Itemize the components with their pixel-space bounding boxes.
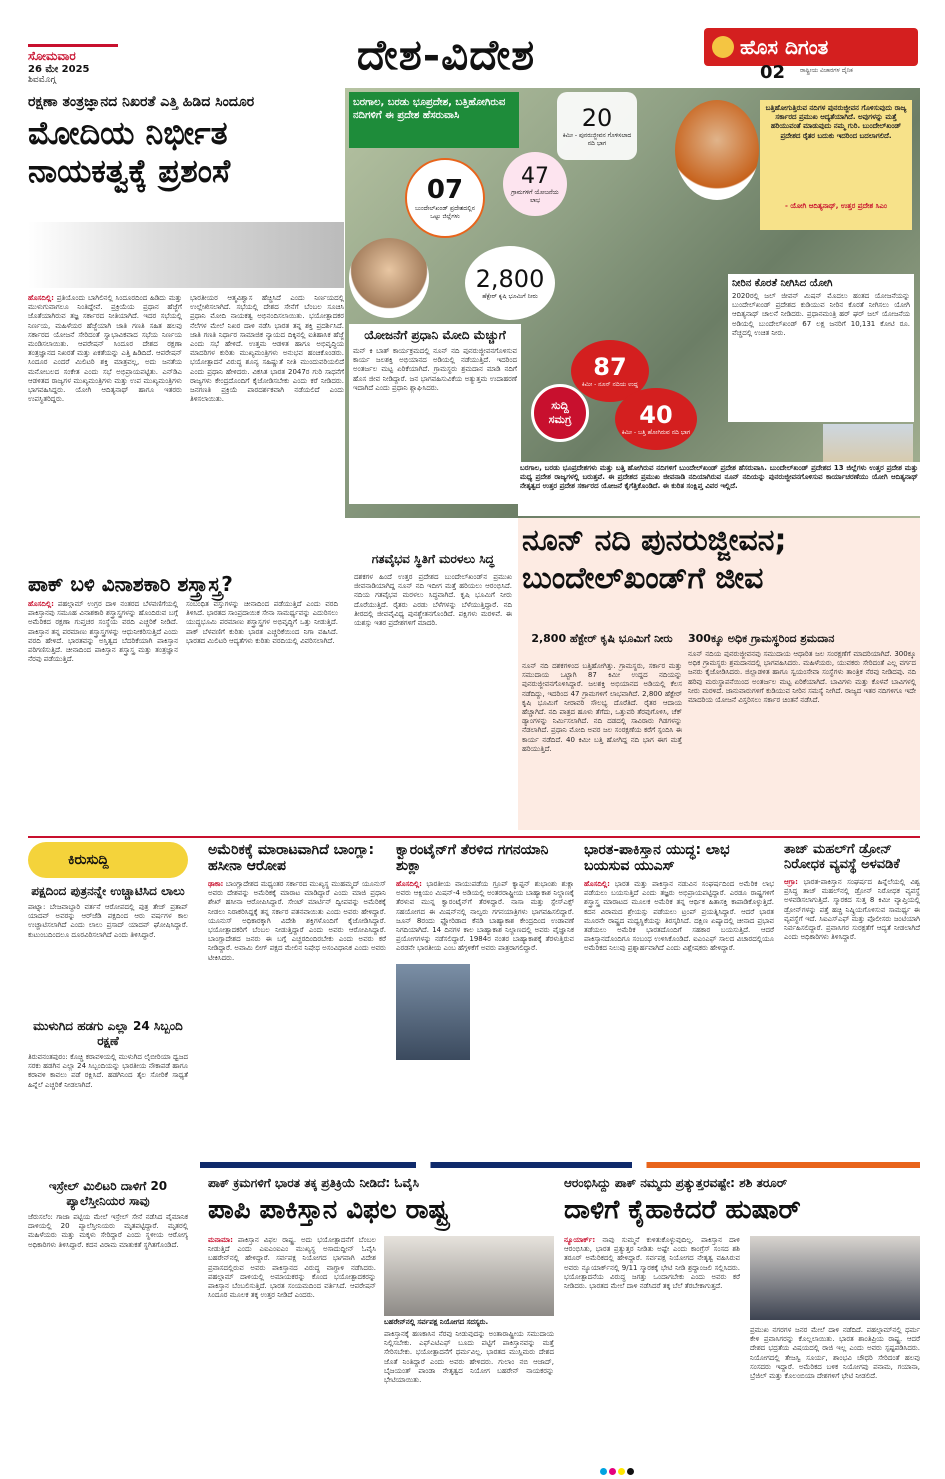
stat-40 [615,388,697,450]
stat-2800 [465,246,555,320]
brief-3-text: ಜೆರುಸಲೆಂ: ಗಾಜಾ ಪಟ್ಟಿಯ ಮೇಲೆ ಇಸ್ರೇಲ್ ಸೇನೆ ನಡೆಸಿದ ವೈಮಾನಿಕ ದಾಳಿಯಲ್ಲಿ 20 ಪ್ಯಾಲೆಸ್ತೀನಿಯರು ಮೃತಪಟ್ಟಿದ್ದಾರೆ. ಮೃತರಲ್ಲಿ ಮಹಿಳೆಯರು ಮತ್ತು ಮಕ್ಕಳು ಸೇರಿದ್ದಾರೆ ಎಂದು ಸ್ಥಳೀಯ ಆರೋಗ್ಯ ಅಧಿಕಾರಿಗಳು ತಿಳಿಸಿದ್ದಾರೆ. ಕದನ ವಿರಾಮ ಮಾತುಕತೆ ಸ್ಥಗಿತಗೊಂಡಿದೆ. [28,1213,188,1249]
stat-07-label: ಬುಂದೇಲ್‌ಖಂಡ್ ಪ್ರದೇಶದಲ್ಲಿನ ಒಟ್ಟು ಜಿಲ್ಲೆಗಳು [415,205,475,220]
pak-body-1: ಪಹಲ್ಗಾಮ್ ಉಗ್ರರ ದಾಳಿ ನಂತರದ ಬೆಳವಣಿಗೆಯಲ್ಲಿ ಪಾಕಿಸ್ತಾನವು ಸಮೂಹ ವಿನಾಶಕಾರಿ ಶಸ್ತ್ರಾಸ್ತ್ರಗಳನ್ನು ಹೊಂದಿರುವ ಬಗ್ಗೆ ಅಮೆರಿಕದ ರಕ್ಷಣಾ ಗುಪ್ತಚರ ಸಂಸ್ಥೆಯ ವರದಿ ಎಚ್ಚರಿಕೆ ನೀಡಿದೆ. ಪಾಕಿಸ್ತಾನ ತನ್ನ ಪರಮಾಣು ಶಸ್ತ್ರಾಸ್ತ್ರಗಳನ್ನು ಆಧುನೀಕರಿಸುತ್ತಿದೆ ಎಂದು ವರದಿ ಹೇಳಿದೆ. ಭಾರತವನ್ನು ಅಸ್ತಿತ್ವದ ಬೆದರಿಕೆಯಾಗಿ ಪಾಕಿಸ್ತಾನ ಪರಿಗಣಿಸುತ್ತಿದೆ. ಚೀನಾದಿಂದ ಪಾಕಿಸ್ತಾನ ಶಸ್ತ್ರಾಸ್ತ್ರ ಮತ್ತು ತಂತ್ರಜ್ಞಾನ ನೆರವು ಪಡೆಯುತ್ತಿದೆ. [28,600,178,664]
tagline: ರಾಷ್ಟ್ರೀಯ ವಿಚಾರಗಳ ದೈನಿಕ [800,67,853,74]
dateline: ಹೊಸದಿಲ್ಲಿ: [28,600,54,608]
dateline: ಹೊಸದಿಲ್ಲಿ: [28,294,54,302]
stat-40-value: 40 [639,401,673,429]
yogi-box-title: ನೀರಿನ ಕೊರತೆ ನೀಗಿಸಿದ ಯೋಗಿ [732,278,833,289]
badge-line-1: ಸುದ್ದಿ [551,399,569,412]
paper-logo [704,28,918,66]
modi-portrait [349,238,429,318]
yogi-box-text: 2020ರಲ್ಲಿ ಜಲ್ ಜೀವನ್ ಮಿಷನ್ ಮೊದಲು ಹಂತದ ಯೋಜನೆಯನ್ನು ಬುಂದೇಲ್‌ಖಂಡ್ ಪ್ರದೇಶದ ಕುಡಿಯುವ ನೀರಿನ ಕೊರತೆ ನೀಗಿಸಲು ಯೋಗಿ ಆದಿತ್ಯನಾಥ್ ಚಾಲನೆ ನೀಡಿದರು. ಪ್ರಧಾನಮಂತ್ರಿ ಹರ್ ಘರ್ ಜಲ್ ಯೋಜನೆಯ ಅಡಿಯಲ್ಲಿ ಬುಂದೇಲ್‌ಖಂಡ್ 67 ಲಕ್ಷ ಜನರಿಗೆ 10,131 ಕೋಟಿ ರೂ. ವೆಚ್ಚದಲ್ಲಿ ಉಚಿತ ನೀರು. [732,292,910,337]
dateline: ಹೊಸದಿಲ್ಲಿ: [396,880,422,888]
caption-text: ಬರಗಾಲ, ಬರಡು ಭೂಪ್ರದೇಶಗಳು ಮತ್ತು ಬತ್ತಿ ಹೋಗಿರುವ ನದಿಗಳಿಗೆ ಬುಂದೇಲ್‌ಖಂಡ್ ಪ್ರದೇಶ ಹೆಸರುವಾಸಿ. ಬುಂದೇಲ್‌ಖಂಡ್ ಪ್ರದೇಶದ 13 ಜಿಲ್ಲೆಗಳು ಉತ್ತರ ಪ್ರದೇಶ ಮತ್ತು ಮಧ್ಯ ಪ್ರದೇಶ ರಾಜ್ಯಗಳಲ್ಲಿ ಬರುತ್ತವೆ. ಈ ಪ್ರದೇಶದ ಪ್ರಮುಖ ಜೀವನಾಡಿ ನದಿಯಾಗಿರುವ ನೂನ್ ನದಿಯನ್ನು ಪುನರುಜ್ಜೀವನಗೊಳಿಸುವ ಕಾರ್ಯಾಚರಣೆಯು ಯೋಗಿ ಆದಿತ್ಯನಾಥ್ ನೇತೃತ್ವದ ಉತ್ತರ ಪ್ರದೇಶ ಸರ್ಕಾರದ ಯೋಜನೆ ಕೈಗೆತ್ತಿಕೊಂಡಿದೆ. ಈ ಕುರಿತ ಸಂಕ್ಷಿಪ್ತ ವಿವರ ಇಲ್ಲಿದೆ. [520,464,918,491]
owaisi-headline: ಪಾಪಿ ಪಾಕಿಸ್ತಾನ ವಿಫಲ ರಾಷ್ಟ್ರ [208,1195,449,1225]
tajmahal-body [784,878,920,1128]
hasina-headline: ಅಮೆರಿಕಕ್ಕೆ ಮಾರಾಟವಾಗಿದೆ ಬಾಂಗ್ಲಾ: ಹಸೀನಾ ಆರೋಪ [208,842,375,874]
yogi-quote: ಬತ್ತಿಹೋಗುತ್ತಿರುವ ನದಿಗಳ ಪುನರುಜ್ಜೀವನ ಗೊಳಿಸುವುದು ರಾಜ್ಯ ಸರ್ಕಾರದ ಪ್ರಮುಖ ಆದ್ಯತೆಯಾಗಿದೆ. ಅವುಗಳನ್ನು ಮತ್ತೆ ಹರಿಯುವಂತೆ ಮಾಡುವುದು ನಮ್ಮ ಗುರಿ. ಬುಂದೇಲ್‌ಖಂಡ್ ಪ್ರದೇಶದ ರೈತರ ಬದುಕು ಇದರಿಂದ ಬದಲಾಗಲಿದೆ. [765,104,907,140]
conference-photo [28,222,344,288]
owaisi-body-1: ಪಾಕಿಸ್ತಾನ ವಿಫಲ ರಾಷ್ಟ್ರ. ಅದು ಭಯೋತ್ಪಾದನೆಗೆ ಬೆಂಬಲ ನೀಡುತ್ತಿದೆ ಎಂದು ಎಐಎಂಐಎಂ ಮುಖ್ಯಸ್ಥ ಅಸಾದುದ್ದೀನ್ ಓವೈಸಿ ಬಹರೇನ್‌ನಲ್ಲಿ ಹೇಳಿದ್ದಾರೆ. ಸರ್ವಪಕ್ಷ ನಿಯೋಗದ ಭಾಗವಾಗಿ ವಿದೇಶ ಪ್ರವಾಸದಲ್ಲಿರುವ ಅವರು ಪಾಕಿಸ್ತಾನದ ವಿರುದ್ಧ ವಾಗ್ದಾಳಿ ನಡೆಸಿದರು. ಪಹಲ್ಗಾಮ್ ದಾಳಿಯಲ್ಲಿ ಅಮಾಯಕರನ್ನು ಕೊಂದ ಭಯೋತ್ಪಾದಕರನ್ನು ಪಾಕಿಸ್ತಾನ ಬೆಂಬಲಿಸುತ್ತಿದೆ. ಭಾರತ ಸಂಯಮದಿಂದ ವರ್ತಿಸಿದೆ. ಆಪರೇಷನ್ ಸಿಂದೂರ ಮೂಲಕ ತಕ್ಕ ಉತ್ತರ ನೀಡಿದೆ ಎಂದರು. [208,1236,376,1300]
story-kicker: ರಕ್ಷಣಾ ತಂತ್ರಜ್ಞಾನದ ನಿಖರತೆ ಎತ್ತಿ ಹಿಡಿದ ಸಿಂದೂರ [28,94,255,110]
stat-2800-value: 2,800 [475,265,545,293]
infographic-caption [518,462,920,516]
stat-87-label: ಕಿಮೀ - ನೂನ್ ನದಿಯ ಉದ್ದ [581,381,639,388]
story-body-1: ಪ್ರತಿಯೊಂದು ಬಾಗಿಲಿನಲ್ಲಿ ಸಿಂದೂರದಿಂದ ಹಿಡಿದು ಮತ್ತು ಮುಳುಗುವಾಗಲೂ ನಿಂತಿದ್ದೇವೆ. ಪ್ರಕ್ರಿಯೆಯ ಪ್ರಧಾನ ಹೆಜ್ಜೆಗೆ ಜೊತೆಯಾಗಿರುವ ತಜ್ಞ ಸರ್ಕಾರದ ನೀತಿಯಾಗಿದೆ. ಇದರ ಸಭೆಯಲ್ಲಿ ನಿರ್ಣಯ, ಮಹಿಳೆಯರ ಹೆಜ್ಜೆಯಾಗಿ ಜಾತಿ ಗಣತಿ ಸಹಿತ ಹಲವು ಸರ್ಕಾರದ ಯೋಜನೆ ಸೇರಿದಂತೆ ಸ್ವಾಭಾವಿಕವಾದ ಸಭೆಯ ನಿರ್ಣಯ ಮಂಡಿಸಲಾಯಿತು. ಆಪರೇಷನ್ ಸಿಂದೂರ ದೇಶದ ರಕ್ಷಣಾ ತಂತ್ರಜ್ಞಾನದ ನಿಖರತೆ ಮತ್ತು ಏಕತೆಯನ್ನು ಎತ್ತಿ ಹಿಡಿದಿದೆ. ಆಪರೇಷನ್ ಸಿಂದೂರ ಎಂದರೆ ಮಿಲಿಟರಿ ಶಕ್ತಿ ಮಾತ್ರವಲ್ಲ, ಅದು ಜನತೆಯ ಮನೋಬಲದ ಸಂಕೇತ ಎಂದು ಸಭೆ ಅಭಿಪ್ರಾಯಪಟ್ಟಿತು. ಎನ್‌ಡಿಎ ಆಡಳಿತದ ರಾಜ್ಯಗಳ ಮುಖ್ಯಮಂತ್ರಿಗಳು ಮತ್ತು ಉಪ ಮುಖ್ಯಮಂತ್ರಿಗಳು ಭಾಗವಹಿಸಿದ್ದರು. ಯೋಗಿ ಆದಿತ್ಯನಾಥ್ ಹಾಗೂ ಇತರರು ಉಪಸ್ಥಿತರಿದ್ದರು. [28,294,182,404]
usa-war-text: ಭಾರತ ಮತ್ತು ಪಾಕಿಸ್ತಾನ ನಡುವಿನ ಸಂಘರ್ಷದಿಂದ ಅಮೆರಿಕ ಲಾಭ ಪಡೆಯಲು ಬಯಸುತ್ತಿದೆ ಎಂದು ತಜ್ಞರು ಅಭಿಪ್ರಾಯಪಟ್ಟಿದ್ದಾರೆ. ಎರಡೂ ರಾಷ್ಟ್ರಗಳಿಗೆ ಶಸ್ತ್ರಾಸ್ತ್ರ ಮಾರಾಟದ ಮೂಲಕ ಅಮೆರಿಕ ತನ್ನ ಆರ್ಥಿಕ ಹಿತಾಸಕ್ತಿ ಕಾಪಾಡಿಕೊಳ್ಳುತ್ತಿದೆ. ಕದನ ವಿರಾಮದ ಶ್ರೇಯಸ್ಸು ಪಡೆಯಲು ಟ್ರಂಪ್ ಪ್ರಯತ್ನಿಸಿದ್ದಾರೆ. ಆದರೆ ಭಾರತ ಮೂರನೇ ರಾಷ್ಟ್ರದ ಮಧ್ಯಸ್ಥಿಕೆಯನ್ನು ತಿರಸ್ಕರಿಸಿದೆ. ದಕ್ಷಿಣ ಏಷ್ಯಾದಲ್ಲಿ ಚೀನಾದ ಪ್ರಭಾವ ತಡೆಯಲು ಅಮೆರಿಕ ಭಾರತದೊಂದಿಗೆ ಸಹಕಾರ ಬಯಸುತ್ತಿದೆ. ಆದರೆ ಪಾಕಿಸ್ತಾನದೊಂದಿಗೂ ಸಂಬಂಧ ಉಳಿಸಿಕೊಂಡಿದೆ. ಐಎಂಎಫ್ ಸಾಲದ ವಿಚಾರದಲ್ಲಿಯೂ ಅಮೆರಿಕದ ನಿಲುವು ಪ್ರಶ್ನಾರ್ಹವಾಗಿದೆ ಎಂದು ವಿಶ್ಲೇಷಕರು ಹೇಳಿದ್ದಾರೆ. [584,880,774,953]
stat-20-value: 20 [581,104,613,132]
story-heritage [354,552,512,828]
badge-line-2: ಸಮಗ್ರ [548,413,572,426]
stat-20 [557,92,637,160]
hasina-body [208,880,386,1150]
noon-col-2: ನೂನ್ ನದಿಯ ಪುನರುಜ್ಜೀವನವು ಸಮುದಾಯ ಆಧಾರಿತ ಜಲ ಸಂರಕ್ಷಣೆಗೆ ಮಾದರಿಯಾಗಿದೆ. 300ಕ್ಕೂ ಅಧಿಕ ಗ್ರಾಮಸ್ಥರು ಶ್ರಮದಾನದಲ್ಲಿ ಭಾಗವಹಿಸಿದರು. ಮಹಿಳೆಯರು, ಯುವಕರು ಸೇರಿದಂತೆ ಎಲ್ಲ ವರ್ಗದ ಜನರು ಕೈಜೋಡಿಸಿದರು. ಜಿಲ್ಲಾಡಳಿತ ಹಾಗೂ ಸ್ವಯಂಸೇವಾ ಸಂಸ್ಥೆಗಳು ತಾಂತ್ರಿಕ ನೆರವು ನೀಡಿದವು. ನದಿ ಹರಿವು ಮರುಸ್ಥಾಪನೆಯಿಂದ ಅಂತರ್ಜಲ ಮಟ್ಟ ಏರಿಕೆಯಾಗಿದೆ. ಬಾವಿಗಳು ಮತ್ತು ಕೊಳವೆ ಬಾವಿಗಳಲ್ಲಿ ನೀರು ಮರಳಿದೆ. ಜಾನುವಾರುಗಳಿಗೆ ಕುಡಿಯುವ ನೀರಿನ ಸಮಸ್ಯೆ ನೀಗಿದೆ. ರಾಜ್ಯದ ಇತರ ನದಿಗಳಿಗೂ ಇದೇ ಮಾದರಿಯ ಯೋಜನೆ ವಿಸ್ತರಿಸಲು ಸರ್ಕಾರ ಚಿಂತನೆ ನಡೆಸಿದೆ. [688,650,916,705]
brief-2-text: ತಿರುವನಂತಪುರಂ: ಕೊಚ್ಚಿ ಕರಾವಳಿಯಲ್ಲಿ ಮುಳುಗಿದ ಲೈಬೀರಿಯಾ ಧ್ವಜದ ಸರಕು ಹಡಗಿನ ಎಲ್ಲಾ 24 ಸಿಬ್ಬಂದಿಯನ್ನು ಭಾರತೀಯ ನೌಕಾಪಡೆ ಹಾಗೂ ಕರಾವಳಿ ಕಾವಲು ಪಡೆ ರಕ್ಷಿಸಿದೆ. ಹಡಗಿನಿಂದ ತೈಲ ಸೋರಿಕೆ ಸಾಧ್ಯತೆ ಹಿನ್ನೆಲೆ ಎಚ್ಚರಿಕೆ ನೀಡಲಾಗಿದೆ. [28,1053,188,1089]
dateline: ನ್ಯೂಯಾರ್ಕ್: [564,1236,596,1244]
usa-war-headline: ಭಾರತ-ಪಾಕಿಸ್ತಾನ ಯುದ್ಧ: ಲಾಭ ಬಯಸುವ ಯುಎಸ್ [584,842,730,874]
noon-sub-1: 2,800 ಹೆಕ್ಟೇರ್ ಕೃಷಿ ಭೂಮಿಗೆ ನೀರು [531,632,673,645]
kirusuddi-label: ಕಿರುಸುದ್ದಿ [68,852,109,868]
dateline: ಆಗ್ರಾ: [784,878,798,886]
stat-47-value: 47 [521,163,549,189]
tharoor-col-2: ಪ್ರಮುಖ ನಗರಗಳ ಜನರ ಮೇಲೆ ದಾಳಿ ನಡೆದಿದೆ. ಪಹಲ್ಗಾಮ್‌ನಲ್ಲಿ ಧರ್ಮ ಕೇಳಿ ಪ್ರವಾಸಿಗರನ್ನು ಕೊಲ್ಲಲಾಯಿತು. ಭಾರತ ಶಾಂತಿಪ್ರಿಯ ರಾಷ್ಟ್ರ. ಆದರೆ ದೇಶದ ಭದ್ರತೆಯ ವಿಷಯದಲ್ಲಿ ರಾಜಿ ಇಲ್ಲ ಎಂದು ಅವರು ಸ್ಪಷ್ಟಪಡಿಸಿದರು. ನಿಯೋಗದಲ್ಲಿ ತೇಜಸ್ವಿ ಸೂರ್ಯ, ಶಾಂಭವಿ ಚೌಧರಿ ಸೇರಿದಂತೆ ಹಲವು ಸಂಸದರು ಇದ್ದಾರೆ. ಅಮೆರಿಕದ ಬಳಿಕ ನಿಯೋಗವು ಪನಾಮ, ಗಯಾನಾ, ಬ್ರೆಜಿಲ್ ಮತ್ತು ಕೊಲಂಬಿಯಾ ದೇಶಗಳಿಗೆ ಭೇಟಿ ನೀಡಲಿದೆ. [750,1326,920,1381]
pak-col-2: ಸಂಬಂಧಿತ ವಸ್ತುಗಳನ್ನು ಚೀನಾದಿಂದ ಪಡೆಯುತ್ತಿದೆ ಎಂದು ವರದಿ ತಿಳಿಸಿದೆ. ಭಾರತದ ಸಾಂಪ್ರದಾಯಿಕ ಸೇನಾ ಸಾಮರ್ಥ್ಯವನ್ನು ಎದುರಿಸಲು ಯುದ್ಧಭೂಮಿ ಪರಮಾಣು ಶಸ್ತ್ರಾಸ್ತ್ರಗಳ ಅಭಿವೃದ್ಧಿಗೆ ಒತ್ತು ನೀಡುತ್ತಿದೆ. ಪಾಕ್ ಬೆಳವಣಿಗೆ ಕುರಿತು ಭಾರತ ಎಚ್ಚರಿಕೆಯಿಂದ ನಿಗಾ ವಹಿಸಿದೆ. ಭಾರತದ ಮಿಲಿಟರಿ ಆದ್ಯತೆಗಳು ಕುರಿತು ವರದಿಯಲ್ಲಿ ವಿವರಿಸಲಾಗಿದೆ. [186,600,338,645]
stat-47-label: ಗ್ರಾಮಗಳಿಗೆ ಯೋಜನೆಯ ಲಾಭ [511,188,559,204]
tajmahal-headline: ತಾಜ್ ಮಹಲ್‌ಗೆ ಡ್ರೋನ್ ನಿರೋಧಕ ವ್ಯವಸ್ಥೆ ಅಳವಡಿಕೆ [784,842,900,872]
noon-headline-1: ನೂನ್ ನದಿ ಪುನರುಜ್ಜೀವನ; [522,523,787,558]
story-col-2: ಭಾರತೀಯರ ಆತ್ಮವಿಶ್ವಾಸ ಹೆಚ್ಚಿಸಿದೆ ಎಂದು ನಿರ್ಣಯದಲ್ಲಿ ಉಲ್ಲೇಖಿಸಲಾಗಿದೆ. ಸಭೆಯಲ್ಲಿ ದೇಶದ ಸೇನೆಗೆ ಬೆಂಬಲ ಸೂಚಿಸಿ ಪ್ರಧಾನಿ ಮೋದಿ ನಾಯಕತ್ವ ಅಭಿನಂದಿಸಲಾಯಿತು. ಭಯೋತ್ಪಾದಕರ ನೆಲೆಗಳ ಮೇಲೆ ನಿಖರ ದಾಳಿ ನಡೆಸಿ ಭಾರತ ತನ್ನ ಶಕ್ತಿ ಪ್ರದರ್ಶಿಸಿದೆ. ಜಾತಿ ಗಣತಿ ನಿರ್ಧಾರ ಸಾಮಾಜಿಕ ನ್ಯಾಯದ ದಿಕ್ಕಿನಲ್ಲಿ ಐತಿಹಾಸಿಕ ಹೆಜ್ಜೆ ಎಂದು ಸಭೆ ಹೇಳಿದೆ. ಉತ್ತಮ ಆಡಳಿತ ಹಾಗೂ ಅಭಿವೃದ್ಧಿಯ ಮಾದರಿಗಳ ಕುರಿತು ಮುಖ್ಯಮಂತ್ರಿಗಳು ಅನುಭವ ಹಂಚಿಕೊಂಡರು. ಭಯೋತ್ಪಾದನೆ ವಿರುದ್ಧ ಶೂನ್ಯ ಸಹಿಷ್ಣುತೆ ನೀತಿ ಮುಂದುವರಿಯಲಿದೆ ಎಂದು ಪ್ರಧಾನಿ ಹೇಳಿದರು. ವಿಕಸಿತ ಭಾರತ 2047ರ ಗುರಿ ಸಾಧನೆಗೆ ರಾಜ್ಯಗಳು ಕೇಂದ್ರದೊಂದಿಗೆ ಕೈಜೋಡಿಸಬೇಕು ಎಂದು ಕರೆ ನೀಡಿದರು. ಜನಗಣತಿ ಪ್ರಕ್ರಿಯೆ ಪಾರದರ್ಶಕವಾಗಿ ನಡೆಯಲಿದೆ ಎಂದು ತಿಳಿಸಲಾಯಿತು. [190,294,344,404]
shukla-body-top [396,880,574,960]
dateline: ಮನಾಮಾ: [208,1236,233,1244]
divider-2 [200,1162,920,1168]
noon-col-1: ನೂನ್ ನದಿ ದಶಕಗಳಿಂದ ಬತ್ತಿಹೋಗಿತ್ತು. ಗ್ರಾಮಸ್ಥರು, ಸರ್ಕಾರ ಮತ್ತು ಸಮುದಾಯ ಒಟ್ಟಾಗಿ 87 ಕಿಮೀ ಉದ್ದದ ನದಿಯನ್ನು ಪುನರುಜ್ಜೀವನಗೊಳಿಸಿದ್ದಾರೆ. ಜಲಶಕ್ತಿ ಅಭಿಯಾನದ ಅಡಿಯಲ್ಲಿ ಕೆಲಸ ನಡೆದಿದ್ದು, ಇದರಿಂದ 47 ಗ್ರಾಮಗಳಿಗೆ ಲಾಭವಾಗಿದೆ. 2,800 ಹೆಕ್ಟೇರ್ ಕೃಷಿ ಭೂಮಿಗೆ ನೀರಾವರಿ ಸೌಲಭ್ಯ ದೊರೆತಿದೆ. ರೈತರ ಆದಾಯ ಹೆಚ್ಚಾಗಿದೆ. ನದಿ ಪಾತ್ರದ ಹೂಳು ತೆಗೆದು, ಒತ್ತುವರಿ ತೆರವುಗೊಳಿಸಿ, ಚೆಕ್ ಡ್ಯಾಂಗಳನ್ನು ನಿರ್ಮಿಸಲಾಗಿದೆ. ನದಿ ದಡದಲ್ಲಿ ಸಾವಿರಾರು ಗಿಡಗಳನ್ನು ನೆಡಲಾಗಿದೆ. ಪ್ರಧಾನಿ ಮೋದಿ ಅವರ ಜಲ ಸಂರಕ್ಷಣೆಯ ಕರೆಗೆ ಸ್ಪಂದಿಸಿ ಈ ಕಾರ್ಯ ನಡೆದಿದೆ. 40 ಕಿಮೀ ಬತ್ತಿ ಹೋಗಿದ್ದ ನದಿ ಭಾಗ ಈಗ ಮತ್ತೆ ಹರಿಯುತ್ತಿದೆ. [522,662,682,753]
owaisi-col-1 [208,1236,376,1462]
story-headline-1: ಮೋದಿಯ ನಿರ್ಭೀತ [28,114,228,152]
city-label: ಶಿವಮೊಗ್ಗ [28,75,56,85]
noon-headline-2: ಬುಂದೇಲ್‌ಖಂಡ್‌ಗೆ ಜೀವ [522,561,764,596]
tharoor-body-1: ನಾವು ಸುಮ್ಮನೆ ಕುಳಿತುಕೊಳ್ಳುವುದಿಲ್ಲ. ಪಾಕಿಸ್ತಾನ ದಾಳಿ ಆರಂಭಿಸಿತು, ಭಾರತ ಪ್ರತ್ಯುತ್ತರ ನೀಡಿತು ಅಷ್ಟೇ ಎಂದು ಕಾಂಗ್ರೆಸ್ ಸಂಸದ ಶಶಿ ತರೂರ್ ಅಮೆರಿಕದಲ್ಲಿ ಹೇಳಿದ್ದಾರೆ. ಸರ್ವಪಕ್ಷ ನಿಯೋಗದ ನೇತೃತ್ವ ವಹಿಸಿರುವ ಅವರು ನ್ಯೂಯಾರ್ಕ್‌ನಲ್ಲಿ 9/11 ಸ್ಮಾರಕಕ್ಕೆ ಭೇಟಿ ನೀಡಿ ಶ್ರದ್ಧಾಂಜಲಿ ಸಲ್ಲಿಸಿದರು. ಭಯೋತ್ಪಾದನೆಯ ವಿರುದ್ಧ ಜಗತ್ತು ಒಂದಾಗಬೇಕು ಎಂದು ಅವರು ಕರೆ ನೀಡಿದರು. ಭಾರತದ ಮೇಲೆ ದಾಳಿ ನಡೆಸಿದರೆ ತಕ್ಕ ಬೆಲೆ ತೆರಬೇಕಾಗುತ್ತದೆ. [564,1236,740,1291]
stat-40-label: ಕಿಮೀ - ಬತ್ತಿ ಹೋಗಿರುವ ನದಿ ಭಾಗ [621,429,691,436]
story-usa-war [584,842,774,1158]
story-hasina [208,842,386,1158]
brief-1-headline: ಪಕ್ಷದಿಂದ ಪುತ್ರನನ್ನೇ ಉಚ್ಚಾಟಿಸಿದ ಲಾಲು [31,884,185,898]
tharoor-photo [750,1236,920,1320]
dateline: ಢಾಕಾ: [208,880,224,888]
usa-war-body [584,880,774,1150]
brief-2-headline: ಮುಳುಗಿದ ಹಡಗು ಎಲ್ಲಾ 24 ಸಿಬ್ಬಂದಿ ರಕ್ಷಣೆ [33,1019,183,1048]
page-number: 02 [760,62,786,83]
stat-2800-label: ಹೆಕ್ಟೇರ್ ಕೃಷಿ ಭೂಮಿಗೆ ನೀರು [482,293,538,300]
brief-1-text: ಪಾಟ್ನಾ: ಬೇಜವಾಬ್ದಾರಿ ವರ್ತನೆ ಆರೋಪದಲ್ಲಿ ಪುತ್ರ ತೇಜ್ ಪ್ರತಾಪ್ ಯಾದವ್ ಅವರನ್ನು ಆರ್‌ಜೆಡಿ ಪಕ್ಷದಿಂದ ಆರು ವರ್ಷಗಳ ಕಾಲ ಉಚ್ಚಾಟಿಸಲಾಗಿದೆ ಎಂದು ಲಾಲು ಪ್ರಸಾದ್ ಯಾದವ್ ಘೋಷಿಸಿದ್ದಾರೆ. ಕುಟುಂಬದಿಂದಲೂ ದೂರವಿರಿಸಲಾಗಿದೆ ಎಂದು ತಿಳಿಸಿದ್ದಾರೆ. [28,903,188,939]
story-owaisi [208,1176,554,1466]
heritage-headline: ಗತವೈಭವ ಸ್ಥಿತಿಗೆ ಮರಳಲು ಸಿದ್ಧ [371,552,495,566]
infographic-title-box [349,92,519,148]
print-registration-marks [600,1460,636,1479]
tajmahal-text: ಭಾರತ-ಪಾಕಿಸ್ತಾನ ಸಂಘರ್ಷದ ಹಿನ್ನೆಲೆಯಲ್ಲಿ ವಿಶ್ವ ಪ್ರಸಿದ್ಧ ತಾಜ್ ಮಹಲ್‌ನಲ್ಲಿ ಡ್ರೋನ್ ನಿರೋಧಕ ವ್ಯವಸ್ಥೆ ಅಳವಡಿಸಲಾಗುತ್ತಿದೆ. ಸ್ಮಾರಕದ ಸುತ್ತ 8 ಕಿಮೀ ವ್ಯಾಪ್ತಿಯಲ್ಲಿ ಡ್ರೋನ್‌ಗಳನ್ನು ಪತ್ತೆ ಹಚ್ಚಿ ನಿಷ್ಕ್ರಿಯಗೊಳಿಸುವ ಸಾಮರ್ಥ್ಯ ಈ ವ್ಯವಸ್ಥೆಗೆ ಇದೆ. ಸಿಐಎಸ್‌ಎಫ್ ಮತ್ತು ಪೊಲೀಸರು ಜಂಟಿಯಾಗಿ ನಿರ್ವಹಿಸಲಿದ್ದಾರೆ. ಪ್ರವಾಸಿಗರ ಸುರಕ್ಷತೆಗೆ ಆದ್ಯತೆ ನೀಡಲಾಗಿದೆ ಎಂದು ಅಧಿಕಾರಿಗಳು ತಿಳಿಸಿದ್ದಾರೆ. [784,878,920,942]
story-pak-weapons [28,572,338,830]
heritage-text: ದಶಕಗಳ ಹಿಂದೆ ಉತ್ತರ ಪ್ರದೇಶದ ಬುಂದೇಲ್‌ಖಂಡ್‌ನ ಪ್ರಮುಖ ಜೀವನಾಡಿಯಾಗಿದ್ದ ನೂನ್ ನದಿ ಇದೀಗ ಮತ್ತೆ ಹರಿಯಲು ಆರಂಭಿಸಿದೆ. ನದಿಯ ಗತವೈಭವ ಮರಳಲು ಸಿದ್ಧವಾಗಿದೆ. ಕೃಷಿ ಭೂಮಿಗೆ ನೀರು ದೊರೆಯುತ್ತಿದೆ. ರೈತರು ಎರಡು ಬೆಳೆಗಳನ್ನು ಬೆಳೆಯುತ್ತಿದ್ದಾರೆ. ನದಿ ತೀರದಲ್ಲಿ ಜೀವವೈವಿಧ್ಯ ಪುನಶ್ಚೇತನಗೊಂಡಿದೆ. ಪಕ್ಷಿಗಳು ಮರಳಿವೆ. ಈ ಯಶಸ್ಸು ಇತರ ಪ್ರದೇಶಗಳಿಗೆ ಮಾದರಿ. [354,573,512,628]
divider [28,836,920,838]
story-shukla [396,842,574,1158]
story-modi [28,94,344,566]
kirusuddi-column [28,842,188,1462]
section-title: ದೇಶ-ವಿದೇಶ [356,30,536,79]
lotus-icon [712,36,734,58]
masthead [0,0,945,88]
praise-box [349,324,521,504]
stat-07-value: 07 [426,175,464,205]
pak-weapons-headline: ಪಾಕ್ ಬಳಿ ವಿನಾಶಕಾರಿ ಶಸ್ತ್ರಾಸ್ತ್ರ? [28,572,233,596]
dateline: ಹೊಸದಿಲ್ಲಿ: [584,880,610,888]
pak-col-1 [28,600,178,828]
story-col-1 [28,294,182,564]
tharoor-headline: ದಾಳಿಗೆ ಕೈಹಾಕಿದರೆ ಹುಷಾರ್ [564,1195,801,1225]
astronaut-photo [396,964,470,1060]
stat-20-label: ಕಿಮೀ - ಪುನರುಜ್ಜೀವನ ಗೊಳಿಸಲಾದ ನದಿ ಭಾಗ [562,132,632,147]
praise-title: ಯೋಜನೆಗೆ ಪ್ರಧಾನಿ ಮೋದಿ ಮೆಚ್ಚುಗೆ [364,328,506,342]
owaisi-caption: ಬಹರೇನ್‌ನಲ್ಲಿ ಸರ್ವಪಕ್ಷ ನಿಯೋಗದ ಸದಸ್ಯರು. [384,1318,489,1326]
infographic [345,88,920,518]
stat-47 [503,152,567,216]
owaisi-photo [384,1236,554,1316]
stat-07 [405,158,485,238]
infographic-title: ಬರಗಾಲ, ಬರಡು ಭೂಪ್ರದೇಶ, ಬತ್ತಿಹೋಗಿರುವ ನದಿಗಳಿಗೆ ಈ ಪ್ರದೇಶ ಹೆಸರುವಾಸಿ [353,97,506,121]
owaisi-kicker: ಪಾಕ್ ಕ್ರಮಗಳಿಗೆ ಭಾರತ ತಕ್ಕ ಪ್ರತಿಕ್ರಿಯೆ ನೀಡಿದೆ: ಓವೈಸಿ [208,1176,420,1190]
yogi-name: - ಯೋಗಿ ಆದಿತ್ಯನಾಥ್, ಉತ್ತರ ಪ್ರದೇಶ ಸಿಎಂ [785,202,887,210]
story-noon [518,518,920,830]
story-headline-2: ನಾಯಕತ್ವಕ್ಕೆ ಪ್ರಶಂಸೆ [28,152,231,190]
story-tharoor [564,1176,920,1466]
noon-sub-2: 300ಕ್ಕೂ ಅಧಿಕ ಗ್ರಾಮಸ್ಥರಿಂದ ಶ್ರಮದಾನ [688,632,835,645]
day-label: ಸೋಮವಾರ [28,44,118,64]
shukla-headline: ಕ್ವಾರಂಟೈನ್‌ಗೆ ತೆರಳಿದ ಗಗನಯಾನಿ ಶುಕ್ಲಾ [396,842,549,874]
story-tajmahal [784,842,920,1158]
date-label: 26 ಮೇ 2025 [28,64,90,75]
shukla-text: ಭಾರತೀಯ ವಾಯುಪಡೆಯ ಗ್ರೂಪ್ ಕ್ಯಾಪ್ಟನ್ ಶುಭಾಂಶು ಶುಕ್ಲಾ ಅವರು ಆಕ್ಸಿಯಂ ಮಿಷನ್-4 ಅಡಿಯಲ್ಲಿ ಅಂತರರಾಷ್ಟ್ರೀಯ ಬಾಹ್ಯಾಕಾಶ ನಿಲ್ದಾಣಕ್ಕೆ ತೆರಳುವ ಮುನ್ನ ಕ್ವಾರಂಟೈನ್‌ಗೆ ತೆರಳಿದ್ದಾರೆ. ನಾಸಾ ಮತ್ತು ಸ್ಪೇಸ್‌ಎಕ್ಸ್ ಸಹಯೋಗದ ಈ ಮಿಷನ್‌ನಲ್ಲಿ ನಾಲ್ವರು ಗಗನಯಾತ್ರಿಗಳು ಭಾಗವಹಿಸಲಿದ್ದಾರೆ. ಜೂನ್ 8ರಂದು ಫ್ಲೋರಿಡಾದ ಕೆನಡಿ ಬಾಹ್ಯಾಕಾಶ ಕೇಂದ್ರದಿಂದ ಉಡಾವಣೆ ನಿಗದಿಯಾಗಿದೆ. 14 ದಿನಗಳ ಕಾಲ ಬಾಹ್ಯಾಕಾಶ ನಿಲ್ದಾಣದಲ್ಲಿ ಅವರು ವೈಜ್ಞಾನಿಕ ಪ್ರಯೋಗಗಳನ್ನು ನಡೆಸಲಿದ್ದಾರೆ. 1984ರ ನಂತರ ಬಾಹ್ಯಾಕಾಶಕ್ಕೆ ತೆರಳುತ್ತಿರುವ ಎರಡನೇ ಭಾರತೀಯ ಎಂಬ ಹೆಗ್ಗಳಿಕೆಗೆ ಅವರು ಪಾತ್ರರಾಗಲಿದ್ದಾರೆ. [396,880,574,953]
brief-3-headline: ಇಸ್ರೇಲ್ ಮಿಲಿಟರಿ ದಾಳಿಗೆ 20 ಪ್ಯಾಲೆಸ್ತೀನಿಯರ ಸಾವು [48,1179,168,1208]
hasina-text: ಬಾಂಗ್ಲಾದೇಶದ ಮಧ್ಯಂತರ ಸರ್ಕಾರದ ಮುಖ್ಯಸ್ಥ ಮುಹಮ್ಮದ್ ಯೂನುಸ್ ಅವರು ದೇಶವನ್ನು ಅಮೆರಿಕಕ್ಕೆ ಮಾರಾಟ ಮಾಡಿದ್ದಾರೆ ಎಂದು ಮಾಜಿ ಪ್ರಧಾನಿ ಶೇಖ್ ಹಸೀನಾ ಆರೋಪಿಸಿದ್ದಾರೆ. ಸೇಂಟ್ ಮಾರ್ಟಿನ್ ದ್ವೀಪವನ್ನು ಅಮೆರಿಕಕ್ಕೆ ನೀಡಲು ನಿರಾಕರಿಸಿದ್ದಕ್ಕೆ ತನ್ನ ಸರ್ಕಾರ ಪತನವಾಯಿತು ಎಂದು ಅವರು ಹೇಳಿದ್ದಾರೆ. ಯೂನುಸ್ ಅಧಿಕಾರಕ್ಕಾಗಿ ವಿದೇಶಿ ಶಕ್ತಿಗಳೊಂದಿಗೆ ಕೈಜೋಡಿಸಿದ್ದಾರೆ. ಭಯೋತ್ಪಾದಕರಿಗೆ ಬೆಂಬಲ ನೀಡುತ್ತಿದ್ದಾರೆ ಎಂದು ಅವರು ಆರೋಪಿಸಿದ್ದಾರೆ. ಬಾಂಗ್ಲಾದೇಶದ ಜನರು ಈ ಬಗ್ಗೆ ಎಚ್ಚರದಿಂದಿರಬೇಕು ಎಂದು ಅವರು ಕರೆ ನೀಡಿದ್ದಾರೆ. ಅವಾಮಿ ಲೀಗ್ ಪಕ್ಷದ ಮೇಲಿನ ನಿಷೇಧ ಅಸಂವಿಧಾನಿಕ ಎಂದು ಅವರು ಟೀಕಿಸಿದರು. [208,880,386,962]
yogi-portrait [675,100,759,200]
praise-text: ಮನ್ ಕಿ ಬಾತ್ ಕಾರ್ಯಕ್ರಮದಲ್ಲಿ ನೂನ್ ನದಿ ಪುನರುಜ್ಜೀವನಗೊಳಿಸುವ ಕಾರ್ಯ ಜಲಶಕ್ತಿ ಅಭಿಯಾನದ ಅಡಿಯಲ್ಲಿ ನಡೆಯುತ್ತಿದೆ. ಇದರಿಂದ ಅಂತರ್ಜಲ ಮಟ್ಟ ಏರಿಕೆಯಾಗಿದೆ. ಗ್ರಾಮಸ್ಥರು ಶ್ರಮದಾನ ಮಾಡಿ ನದಿಗೆ ಹೊಸ ಜೀವ ನೀಡಿದ್ದಾರೆ. ಜನ ಭಾಗವಹಿಸುವಿಕೆಯ ಅತ್ಯುತ್ತಮ ಉದಾಹರಣೆ ಇದಾಗಿದೆ ಎಂದು ಪ್ರಧಾನಿ ಶ್ಲಾಘಿಸಿದರು. [353,347,517,392]
yogi-quote-box [760,100,912,230]
owaisi-col-2: ಪಾಕಿಸ್ತಾನಕ್ಕೆ ಹಣಕಾಸಿನ ನೆರವು ನೀಡುವುದನ್ನು ಅಂತಾರಾಷ್ಟ್ರೀಯ ಸಮುದಾಯ ನಿಲ್ಲಿಸಬೇಕು. ಎಫ್‌ಎಟಿಎಫ್ ಬೂದು ಪಟ್ಟಿಗೆ ಪಾಕಿಸ್ತಾನವನ್ನು ಮತ್ತೆ ಸೇರಿಸಬೇಕು. ಭಯೋತ್ಪಾದನೆಗೆ ಧರ್ಮವಿಲ್ಲ. ಭಾರತದ ಮುಸ್ಲಿಮರು ದೇಶದ ಜೊತೆ ನಿಂತಿದ್ದಾರೆ ಎಂದು ಅವರು ಹೇಳಿದರು. ಗುಲಾಂ ನಬಿ ಆಜಾದ್, ಬೈಜಯಂತ್ ಪಾಂಡಾ ನೇತೃತ್ವದ ನಿಯೋಗ ಬಹರೇನ್ ನಾಯಕರನ್ನು ಭೇಟಿಯಾಯಿತು. [384,1330,554,1385]
yogi-info-box [728,274,914,422]
suddi-badge [531,384,589,442]
kirusuddi-header [28,842,188,878]
date-block [28,44,118,85]
tharoor-col-1 [564,1236,740,1462]
tharoor-kicker: ಆರಂಭಿಸಿದ್ದು ಪಾಕ್ ನಮ್ಮದು ಪ್ರತ್ಯುತ್ತರವಷ್ಟೇ: ಶಶಿ ತರೂರ್ [564,1176,788,1190]
stat-87-value: 87 [593,353,627,381]
paper-name: ಹೊಸ ದಿಗಂತ [740,35,829,59]
